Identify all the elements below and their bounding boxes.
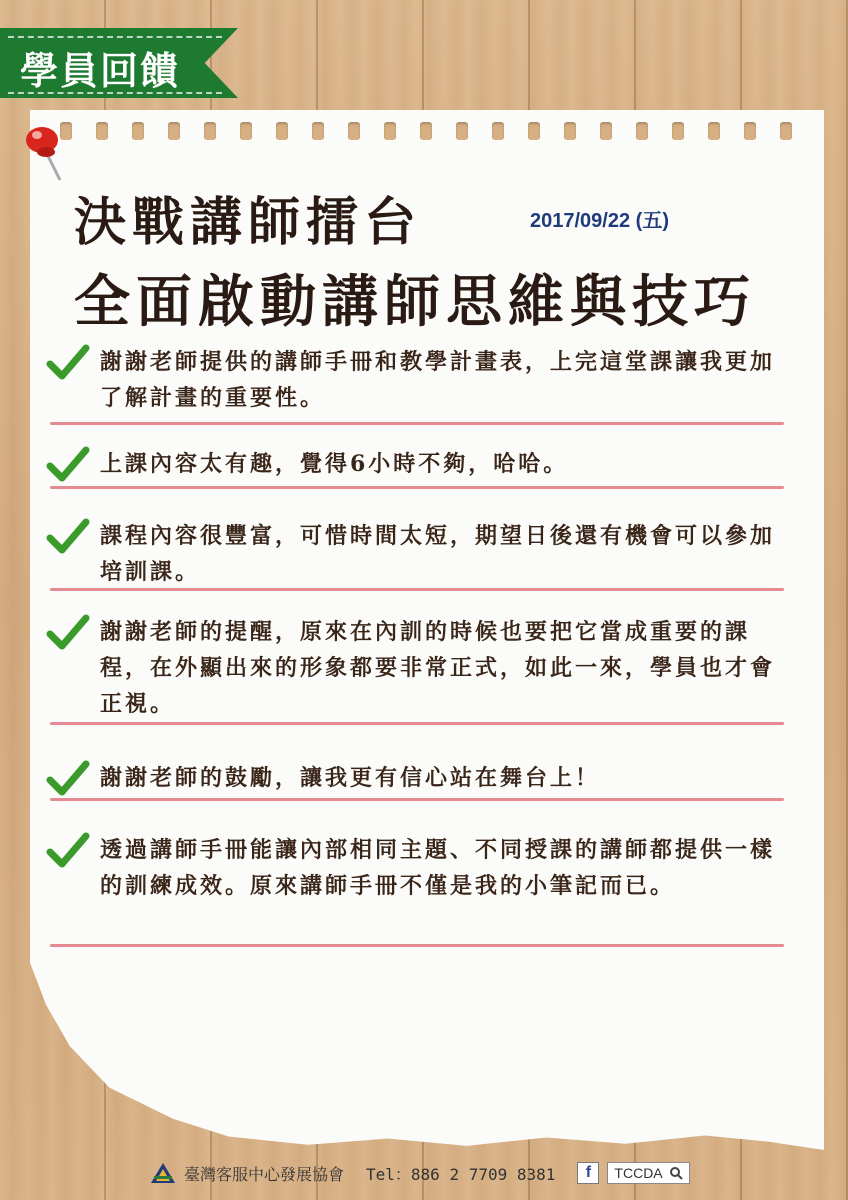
checkmark-icon bbox=[46, 612, 90, 652]
feedback-item bbox=[46, 758, 786, 798]
binder-hole bbox=[528, 122, 540, 140]
binder-hole bbox=[744, 122, 756, 140]
page-title: 決戰講師擂台 bbox=[74, 192, 423, 253]
binder-hole bbox=[564, 122, 576, 140]
facebook-search-box[interactable] bbox=[607, 1162, 689, 1184]
binder-hole bbox=[276, 122, 288, 140]
feedback-text: 謝謝老師的鼓勵，讓我更有信心站在舞台上！ bbox=[100, 765, 601, 791]
binder-holes bbox=[60, 122, 820, 144]
org-name: 臺灣客服中心發展協會 bbox=[184, 1166, 345, 1184]
binder-hole bbox=[456, 122, 468, 140]
event-date: 2017/09/22 (五) bbox=[530, 210, 669, 232]
feedback-item bbox=[46, 342, 786, 422]
binder-hole bbox=[384, 122, 396, 140]
footer bbox=[150, 1160, 690, 1186]
binder-hole bbox=[672, 122, 684, 140]
feedback-text: 透過講師手冊能讓內部相同主題、不同授課的講師都提供一樣的訓練成效。原來講師手冊不僅是我的小筆記而已。 bbox=[100, 837, 776, 899]
divider bbox=[50, 722, 784, 725]
binder-hole bbox=[96, 122, 108, 140]
binder-hole bbox=[132, 122, 144, 140]
checkmark-icon bbox=[46, 444, 90, 484]
feedback-text: 謝謝老師提供的講師手冊和教學計畫表，上完這堂課讓我更加了解計畫的重要性。 bbox=[100, 349, 776, 411]
tag-label: 學員回饋 bbox=[20, 49, 181, 93]
feedback-item bbox=[46, 830, 786, 940]
binder-hole bbox=[348, 122, 360, 140]
divider bbox=[50, 798, 784, 801]
feedback-item bbox=[46, 516, 786, 596]
binder-hole bbox=[240, 122, 252, 140]
checkmark-icon bbox=[46, 342, 90, 382]
binder-hole bbox=[492, 122, 504, 140]
feedback-text: 上課內容太有趣，覺得6小時不夠，哈哈。 bbox=[100, 451, 569, 477]
feedback-text: 課程內容很豐富，可惜時間太短，期望日後還有機會可以參加培訓課。 bbox=[100, 523, 776, 585]
divider bbox=[50, 588, 784, 591]
search-text: TCCDA bbox=[614, 1165, 663, 1181]
org-logo-icon bbox=[150, 1162, 176, 1184]
phone-number: Tel：886 2 7709 8381 bbox=[366, 1164, 556, 1184]
binder-hole bbox=[600, 122, 612, 140]
feedback-item bbox=[46, 444, 786, 484]
search-icon bbox=[669, 1166, 683, 1180]
feedback-item bbox=[46, 612, 786, 722]
binder-hole bbox=[168, 122, 180, 140]
checkmark-icon bbox=[46, 758, 90, 798]
checkmark-icon bbox=[46, 516, 90, 556]
facebook-icon[interactable]: f bbox=[577, 1162, 599, 1184]
binder-hole bbox=[204, 122, 216, 140]
push-pin-icon bbox=[22, 118, 70, 188]
page-subtitle: 全面啟動講師思維與技巧 bbox=[74, 269, 756, 335]
feedback-text: 謝謝老師的提醒，原來在內訓的時候也要把它當成重要的課程，在外顯出來的形象都要非常正式，如此一來，學員也才會正視。 bbox=[100, 619, 776, 717]
binder-hole bbox=[636, 122, 648, 140]
divider bbox=[50, 486, 784, 489]
binder-hole bbox=[312, 122, 324, 140]
binder-hole bbox=[420, 122, 432, 140]
binder-hole bbox=[708, 122, 720, 140]
divider bbox=[50, 422, 784, 425]
binder-hole bbox=[780, 122, 792, 140]
checkmark-icon bbox=[46, 830, 90, 870]
divider bbox=[50, 944, 784, 947]
